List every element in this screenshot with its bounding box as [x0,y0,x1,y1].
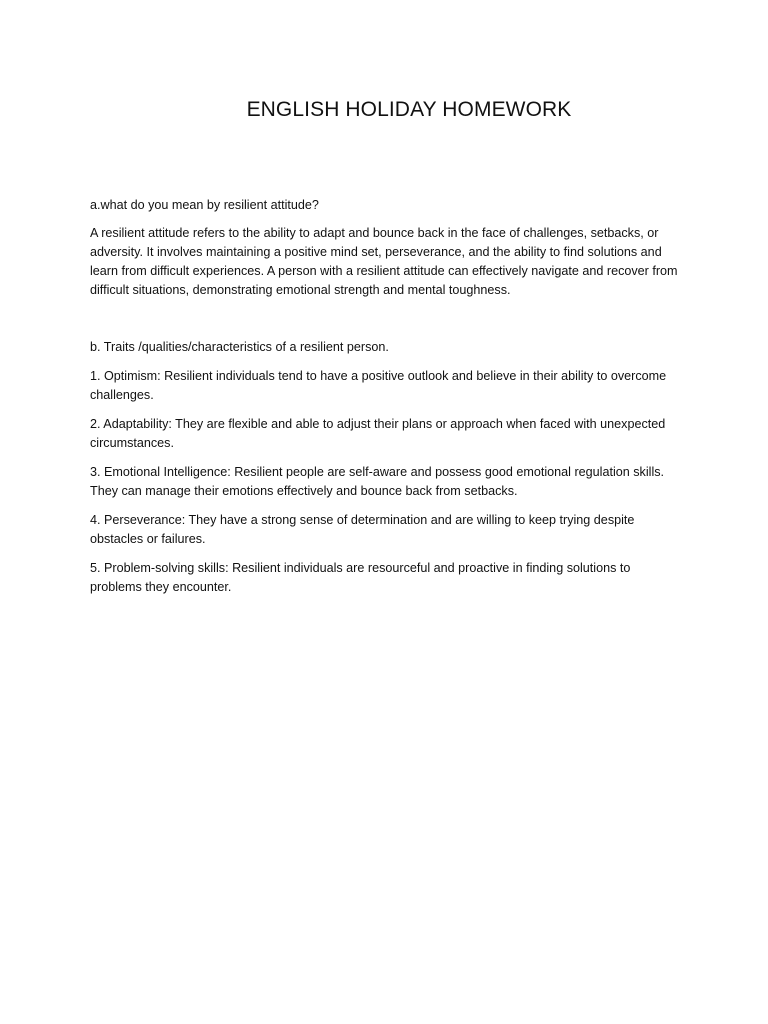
trait-perseverance: 4. Perseverance: They have a strong sense of determination and are willing to keep trying despite obstacles or failures. [90,513,635,546]
trait-problem-solving: 5. Problem-solving skills: Resilient individuals are resourceful and proactive in finding solutions to problems they encounter. [90,561,631,594]
trait-optimism: 1. Optimism: Resilient individuals tend to have a positive outlook and believe in their ability to overcome challenges. [90,369,667,402]
answer-a: A resilient attitude refers to the ability to adapt and bounce back in the face of challenges, setbacks, or adversity. It involves maintaining a positive mind set, perseverance, and the ability to find solutions and learn from difficult experiences. A person with a resilient attitude can effectively navigate and recover from difficult situations, demonstrating emotional strength and mental toughness. [90,226,678,297]
document-title: ENGLISH HOLIDAY HOMEWORK [246,98,572,121]
trait-adaptability: 2. Adaptability: They are flexible and able to adjust their plans or approach when faced with unexpected circumstances. [90,417,666,450]
question-a: a.what do you mean by resilient attitude? [90,198,319,212]
trait-emotional-intelligence: 3. Emotional Intelligence: Resilient people are self-aware and possess good emotional regulation skills. They can manage their emotions effectively and bounce back from setbacks. [90,465,665,498]
document-body [90,196,682,607]
question-b: b. Traits /qualities/characteristics of a resilient person. [90,340,389,354]
